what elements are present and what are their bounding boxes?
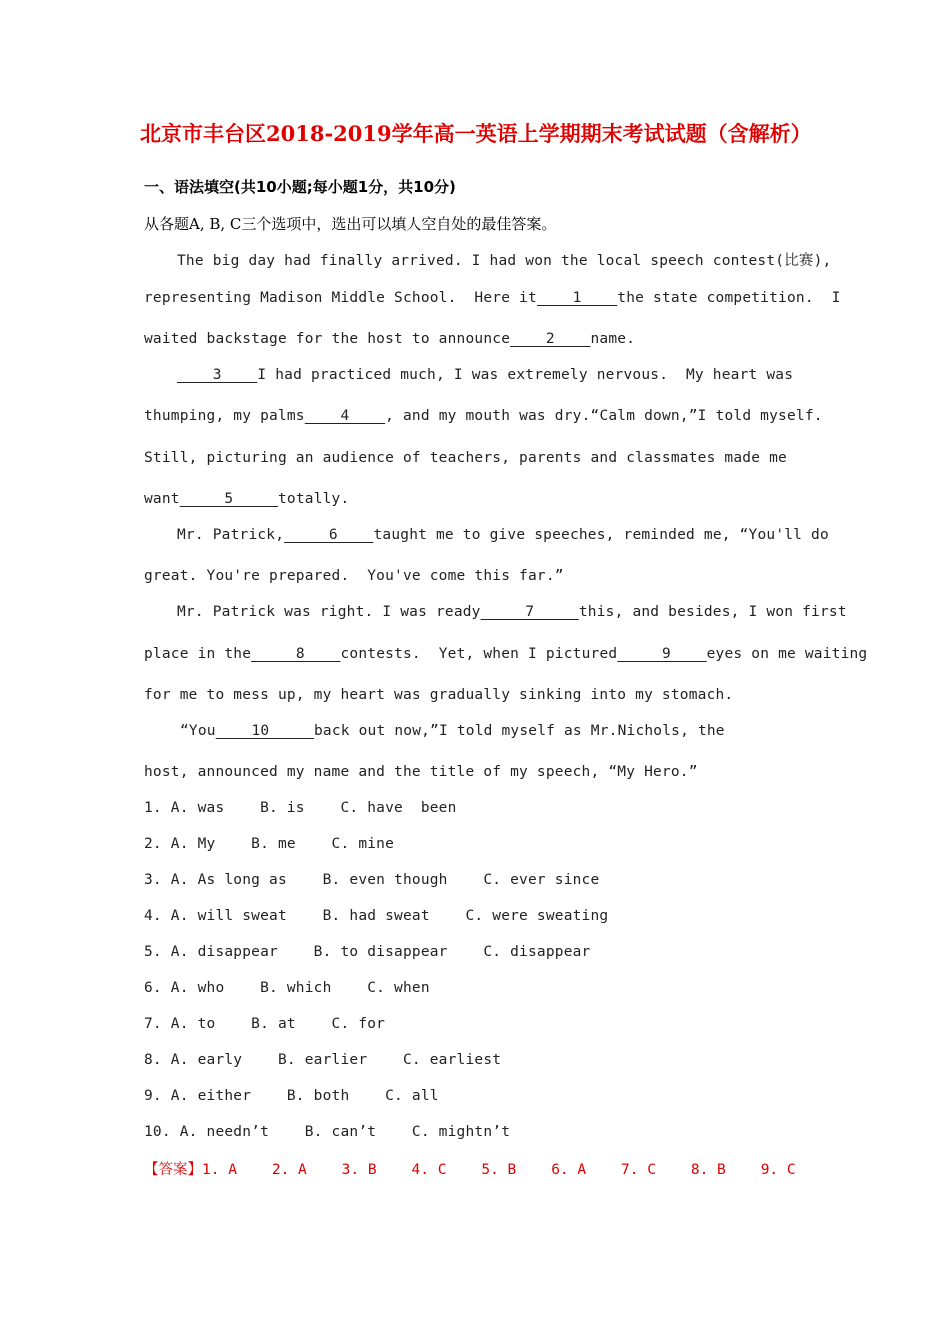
answer-line: [144, 1158, 796, 1179]
option-line: 6. A. who B. which C. when: [144, 980, 430, 996]
answer-label: 【答案】: [144, 1162, 202, 1178]
option-line: 2. A. My B. me C. mine: [144, 836, 395, 852]
option-line: 5. A. disappear B. to disappear C. disappear: [144, 944, 591, 960]
passage-line: host, announced my name and the title of my speech, “My Hero.”: [144, 764, 698, 780]
passage-line: Mr. Patrick, 6 taught me to give speeches, reminded me, “You'll do: [177, 527, 829, 543]
passage-line: Mr. Patrick was right. I was ready 7 this, and besides, I won first: [177, 604, 847, 620]
passage-line: 3 I had practiced much, I was extremely nervous. My heart was: [177, 367, 794, 383]
instruction-text: 从各题A, B, C三个选项中，选出可以填人空自处的最佳答案。: [144, 215, 557, 233]
blank-5: 5: [179, 491, 278, 507]
blank-3: 3: [177, 367, 258, 383]
option-line: 4. A. will sweat B. had sweat C. were sweating: [144, 908, 609, 924]
passage-line: place in the 8 contests. Yet, when I pictured 9 eyes on me waiting: [144, 646, 868, 662]
option-line: 10. A. needn’t B. can’t C. mightn’t: [144, 1124, 511, 1140]
option-line: 9. A. either B. both C. all: [144, 1088, 439, 1104]
blank-6: 6: [284, 527, 374, 543]
passage-line: representing Madison Middle School. Here it 1 the state competition. I: [144, 290, 841, 306]
answer-text: 1. A 2. A 3. B 4. C 5. B 6. A 7. C 8. B 9. C: [202, 1162, 796, 1178]
passage-line: for me to mess up, my heart was gradually sinking into my stomach.: [144, 687, 734, 703]
blank-1: 1: [536, 290, 618, 306]
option-line: 8. A. early B. earlier C. earliest: [144, 1052, 502, 1068]
passage-line: The big day had finally arrived. I had won the local speech contest(比赛),: [177, 253, 832, 269]
section-heading: 一、语法填空(共10小题;每小题1分，共10分): [144, 178, 456, 196]
blank-4: 4: [304, 408, 386, 424]
option-line: 7. A. to B. at C. for: [144, 1016, 386, 1032]
blank-10: 10: [215, 723, 314, 739]
blank-8: 8: [251, 646, 341, 662]
passage-line: great. You're prepared. You've come this far.”: [144, 568, 564, 584]
passage-line: Still, picturing an audience of teachers, parents and classmates made me: [144, 450, 787, 466]
blank-2: 2: [510, 331, 591, 347]
option-line: 3. A. As long as B. even though C. ever since: [144, 872, 600, 888]
passage-line: thumping, my palms 4 , and my mouth was dry.“Calm down,”I told myself.: [144, 408, 823, 424]
blank-9: 9: [617, 646, 707, 662]
option-line: 1. A. was B. is C. have been: [144, 800, 457, 816]
passage-line: “You 10 back out now,”I told myself as Mr.Nichols, the: [180, 723, 725, 739]
passage-line: want 5 totally.: [144, 491, 350, 507]
blank-7: 7: [480, 604, 579, 620]
passage-line: waited backstage for the host to announce 2 name.: [144, 331, 636, 347]
document-title: 北京市丰台区2018-2019学年高一英语上学期期末考试试题（含解析）: [140, 121, 812, 146]
